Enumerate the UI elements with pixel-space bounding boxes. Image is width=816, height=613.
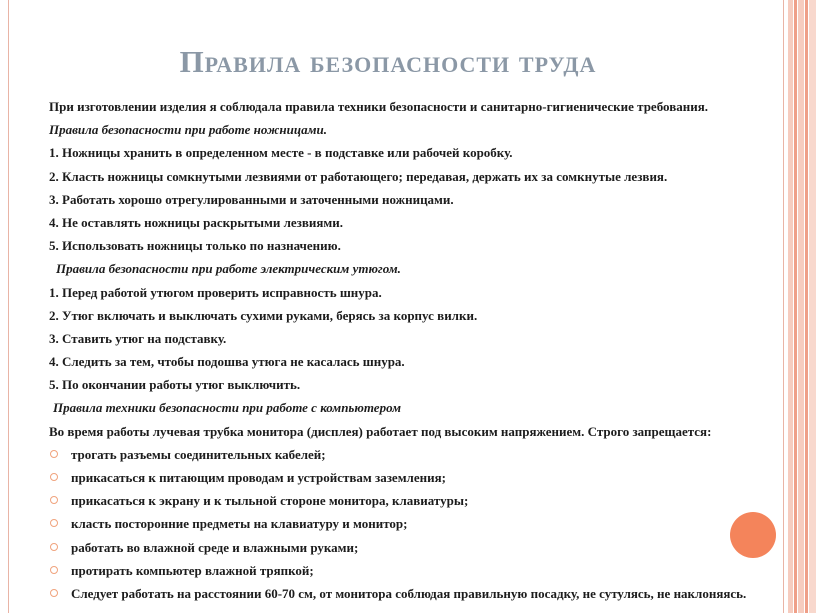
- computer-prohibitions-list: [49, 446, 784, 602]
- slide-title: Правила безопасности труда: [179, 44, 597, 79]
- list-item-text: Следует работать на расстоянии 60-70 см, от монитора соблюдая правильную посадку, не сутулясь, не наклоняясь.: [71, 585, 747, 601]
- iron-heading: Правила безопасности при работе электрическим утюгом.: [56, 261, 401, 277]
- iron-rule: 1. Перед работой утюгом проверить исправность шнура.: [49, 284, 382, 300]
- list-item: [49, 539, 784, 562]
- bullet-icon: [50, 496, 58, 504]
- bullet-icon: [50, 566, 58, 574]
- scissors-rule: 2. Класть ножницы сомкнутыми лезвиями от работающего; передавая, держать их за сомкнутые лезвия.: [49, 168, 668, 184]
- list-item-text: трогать разъемы соединительных кабелей;: [71, 446, 326, 462]
- stripe: [798, 0, 804, 613]
- scissors-heading: Правила безопасности при работе ножницами.: [49, 122, 327, 138]
- bullet-icon: [50, 519, 58, 527]
- bullet-icon: [50, 473, 58, 481]
- list-item: [49, 515, 784, 538]
- bullet-icon: [50, 450, 58, 458]
- list-item: [49, 562, 784, 585]
- stripe: [805, 0, 808, 613]
- list-item-text: прикасаться к питающим проводам и устройствам заземления;: [71, 470, 446, 485]
- iron-rule: 2. Утюг включать и выключать сухими руками, берясь за корпус вилки.: [49, 307, 478, 323]
- list-item-text: протирать компьютер влажной тряпкой;: [71, 562, 314, 578]
- list-item: [49, 492, 784, 515]
- list-item: [49, 446, 784, 469]
- bullet-icon: [50, 589, 58, 597]
- decorative-stripes: [788, 0, 816, 613]
- scissors-rule: 4. Не оставлять ножницы раскрытыми лезвиями.: [49, 214, 344, 230]
- list-item-text: класть посторонние предметы на клавиатуру и монитор;: [71, 516, 408, 532]
- bullet-icon: [50, 543, 58, 551]
- list-item: [49, 585, 751, 602]
- intro-text: При изготовлении изделия я соблюдала правила техники безопасности и санитарно-гигиенические требования.: [49, 99, 708, 114]
- iron-rule: 3. Ставить утюг на подставку.: [49, 330, 227, 346]
- iron-rule: 5. По окончании работы утюг выключить.: [49, 377, 301, 393]
- list-item: [49, 469, 784, 492]
- slide-content: [49, 98, 784, 602]
- scissors-rule: 1. Ножницы хранить в определенном месте - в подставке или рабочей коробку.: [49, 145, 513, 161]
- computer-intro: Во время работы лучевая трубка монитора (дисплея) работает под высоким напряжением. Строго запрещается:: [49, 423, 712, 439]
- iron-rule: 4. Следить за тем, чтобы подошва утюга не касалась шнура.: [49, 354, 405, 370]
- list-item-text: работать во влажной среде и влажными руками;: [71, 539, 359, 555]
- scissors-rule: 5. Использовать ножницы только по назначению.: [49, 238, 341, 254]
- stripe: [794, 0, 797, 613]
- scissors-rule: 3. Работать хорошо отрегулированными и заточенными ножницами.: [49, 191, 454, 207]
- stripe: [809, 0, 816, 613]
- list-item-text: прикасаться к экрану и к тыльной стороне монитора, клавиатуры;: [71, 493, 469, 509]
- computer-heading: Правила техники безопасности при работе с компьютером: [53, 400, 401, 416]
- stripe: [788, 0, 793, 613]
